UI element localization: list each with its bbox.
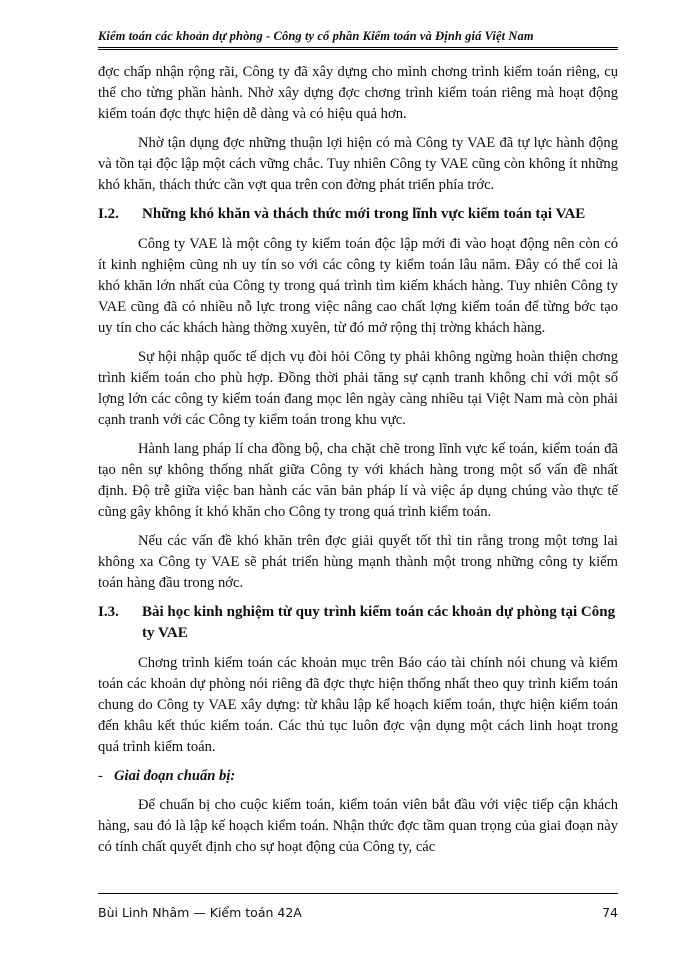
footer-rule: [98, 893, 618, 894]
paragraph: Sự hội nhập quốc tế dịch vụ đòi hỏi Công ty phải không ngừng hoàn thiện chơng trình kiểm toán cho phù hợp. Đồng thời phải tăng sự cạnh tranh không chỉ với một số lợng lớn các công ty kiểm toán đang mọc lên ngày càng nhiều tại Việt Nam mà còn phải cạnh tranh với các Công ty kiểm toán trong khu vực.: [98, 349, 618, 428]
paragraph: Nếu các vấn đề khó khăn trên đợc giải quyết tốt thì tin rằng trong một tơng lai không xa Công ty VAE sẽ phát triển hùng mạnh thành một trong những công ty kiểm toán hàng đầu trong nớc.: [98, 533, 618, 591]
section-number: I.3.: [98, 604, 119, 620]
section-title: Bài học kinh nghiệm từ quy trình kiểm toán các khoản dự phòng tại Công ty VAE: [142, 604, 616, 641]
section-heading-i2: [98, 204, 618, 225]
section-number: I.2.: [98, 206, 119, 222]
page-header: [98, 28, 618, 48]
paragraph: Để chuẩn bị cho cuộc kiểm toán, kiểm toán viên bắt đầu với việc tiếp cận khách hàng, sau đó là lập kế hoạch kiểm toán. Nhận thức đợc tầm quan trọng của giai đoạn này có tính chất quyết định cho sự hoạt động của Công ty, các: [98, 797, 618, 855]
running-title: Kiểm toán các khoản dự phòng - Công ty cổ phần Kiểm toán và Định giá Việt Nam: [98, 29, 534, 43]
page-body: [98, 62, 618, 866]
paragraph: Hành lang pháp lí cha đồng bộ, cha chặt chẽ trong lĩnh vực kế toán, kiểm toán đã tạo nên sự không thống nhất giữa Công ty với khách hàng trong một số vấn đề nhất định. Độ trễ giữa việc ban hành các văn bản pháp lí và việc áp dụng chúng vào thực tế cũng gây không ít khó khăn cho Công ty trong quá trình kiểm toán.: [98, 441, 618, 520]
paragraph: Công ty VAE là một công ty kiểm toán độc lập mới đi vào hoạt động nên còn có ít kinh nghiệm cũng nh uy tín so với các công ty kiểm toán lâu năm. Đây có thể coi là khó khăn lớn nhất của Công ty trong quá trình tìm kiếm khách hàng. Tuy nhiên Công ty VAE cũng đã có nhiều nỗ lực trong việc nâng cao chất lợng kiểm toán để từng bớc tạo uy tín cho các khách hàng thờng xuyên, từ đó mở rộng thị trờng khách hàng.: [98, 236, 618, 336]
paragraph: Nhờ tận dụng đợc những thuận lợi hiện có mà Công ty VAE đã tự lực hành động và tồn tại độc lập một cách vững chắc. Tuy nhiên Công ty VAE cũng còn không ít những khó khăn, thách thức cần vợt qua trên con đờng phát triển phía trớc.: [98, 135, 618, 193]
section-title: Những khó khăn và thách thức mới trong lĩnh vực kiểm toán tại VAE: [142, 206, 586, 222]
paragraph: Chơng trình kiểm toán các khoản mục trên Báo cáo tài chính nói chung và kiểm toán các khoản dự phòng nói riêng đã đợc thực hiện thống nhất theo quy trình kiểm toán chung do Công ty VAE xây dựng: từ khâu lập kế hoạch kiểm toán, thực hiện kiểm toán đến khâu kết thúc kiểm toán. Các thủ tục luôn đợc vận dụng một cách linh hoạt trong quá trình kiểm toán.: [98, 655, 618, 755]
page-footer: [98, 893, 618, 923]
bullet-dash: -: [98, 768, 103, 784]
subheading-preparation: [98, 766, 618, 787]
paragraph-continuation: đợc chấp nhận rộng rãi, Công ty đã xây dựng cho mình chơng trình kiểm toán riêng, cụ thể cho từng phần hành. Nhờ xây dựng đợc chơng trình kiểm toán riêng mà hoạt động kiểm toán đợc thực hiện dễ dàng và có hiệu quả hơn.: [98, 64, 618, 122]
footer-author: Bùi Linh Nhâm — Kiểm toán 42A: [98, 905, 302, 920]
subheading-text: Giai đoạn chuẩn bị:: [114, 768, 236, 784]
page-number: 74: [602, 905, 618, 920]
header-double-rule: [98, 47, 618, 50]
section-heading-i3: [98, 602, 618, 644]
